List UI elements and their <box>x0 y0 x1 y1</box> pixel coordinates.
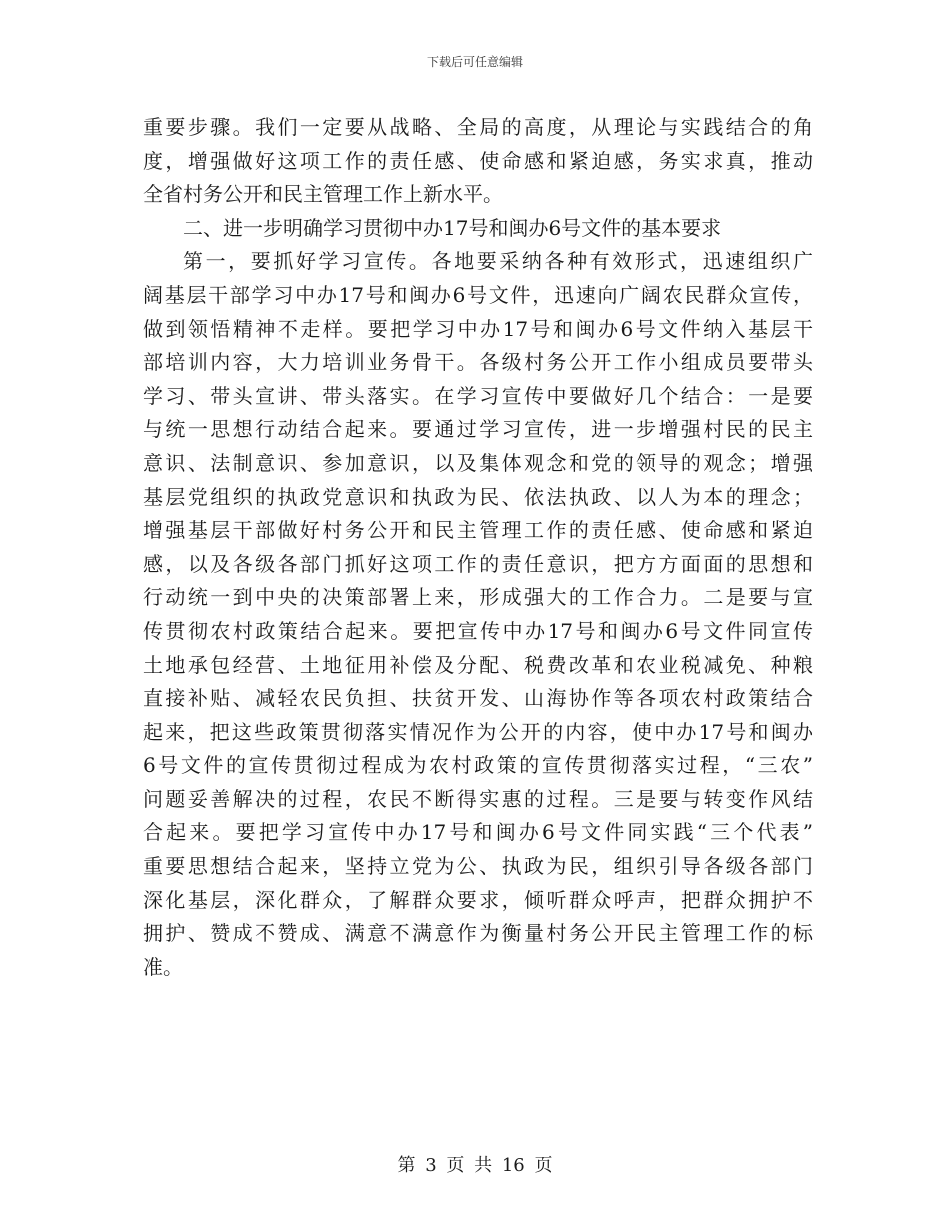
text-line: 全省村务公开和民主管理工作上新水平。 <box>143 182 503 207</box>
text-line: 重要步骤。我们一定要从战略、全局的高度，从理论与实践结合的角 <box>143 115 813 139</box>
text-line: 拥护、赞成不赞成、满意不满意作为衡量村务公开民主管理工作的标 <box>143 921 813 946</box>
text-line: 直接补贴、减轻农民负担、扶贫开发、山海协作等各项农村政策结合 <box>143 686 813 711</box>
text-line: 做到领悟精神不走样。要把学习中办17号和闽办6号文件纳入基层干 <box>143 316 813 341</box>
page-number-footer: 第 3 页 共 16 页 <box>397 1155 553 1176</box>
text-line: 行动统一到中央的决策部署上来，形成强大的工作合力。二是要与宣 <box>143 585 813 610</box>
text-line: 合起来。要把学习宣传中办17号和闽办6号文件同实践“三个代表” <box>143 820 813 845</box>
text-line: 增强基层干部做好村务公开和民主管理工作的责任感、使命感和紧迫 <box>143 518 813 543</box>
text-line: 基层党组织的执政党意识和执政为民、依法执政、以人为本的理念； <box>143 484 813 509</box>
text-line: 意识、法制意识、参加意识，以及集体观念和党的领导的观念；增强 <box>143 450 813 475</box>
text-line: 感，以及各级各部门抓好这项工作的责任意识，把方方面面的思想和 <box>143 551 813 576</box>
text-line: 深化基层，深化群众，了解群众要求，倾听群众呼声，把群众拥护不 <box>143 887 813 912</box>
text-line: 与统一思想行动结合起来。要通过学习宣传，进一步增强村民的民主 <box>143 417 813 442</box>
text-line: 学习、带头宣讲、带头落实。在学习宣传中要做好几个结合：一是要 <box>143 383 813 408</box>
text-line: 传贯彻农村政策结合起来。要把宣传中办17号和闽办6号文件同宣传 <box>143 618 813 643</box>
text-line: 6号文件的宣传贯彻过程成为农村政策的宣传贯彻落实过程，“三农” <box>143 753 813 778</box>
text-line: 第一，要抓好学习宣传。各地要采纳各种有效形式，迅速组织广 <box>183 249 813 274</box>
text-line: 土地承包经营、土地征用补偿及分配、税费改革和农业税减免、种粮 <box>143 652 813 677</box>
text-line: 重要思想结合起来，坚持立党为公、执政为民，组织引导各级各部门 <box>143 854 813 879</box>
text-line: 准。 <box>143 954 183 979</box>
section-heading: 二、进一步明确学习贯彻中办17号和闽办6号文件的基本要求 <box>183 215 722 240</box>
text-line: 度，增强做好这项工作的责任感、使命感和紧迫感，务实求真，推动 <box>143 148 813 173</box>
text-line: 起来，把这些政策贯彻落实情况作为公开的内容，使中办17号和闽办 <box>143 719 813 744</box>
text-line: 问题妥善解决的过程，农民不断得实惠的过程。三是要与转变作风结 <box>143 786 813 811</box>
document-body <box>143 111 813 984</box>
page-header-note: 下载后可任意编辑 <box>426 55 523 69</box>
text-line: 部培训内容，大力培训业务骨干。各级村务公开工作小组成员要带头 <box>143 350 813 375</box>
text-line: 阔基层干部学习中办17号和闽办6号文件，迅速向广阔农民群众宣传， <box>143 282 813 307</box>
